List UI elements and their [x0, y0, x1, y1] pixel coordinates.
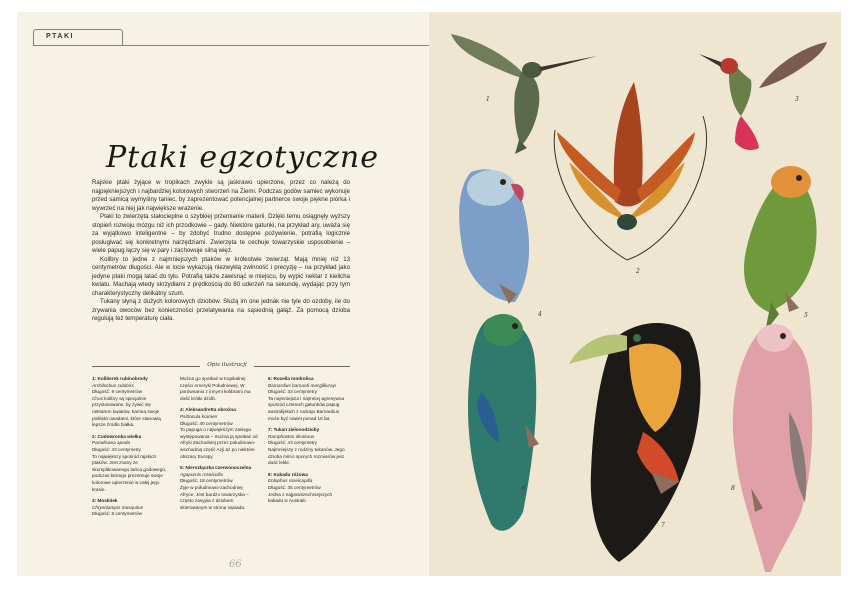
plate-number: 1	[486, 96, 490, 103]
entry-name: 8: Kakadu różowa	[268, 471, 308, 477]
caption-title: Opis ilustracji	[207, 362, 247, 368]
entry-latin: Eolophus roseicapilla	[268, 478, 313, 484]
entry-line: Długość: 35 centymetrów	[268, 484, 321, 490]
entry-line: Długość: 8 centymetrów	[92, 511, 143, 517]
entry-line: Można go spotkać w tropikalnej części Ameryki Południowej. W porównaniu z innymi kolibrami ma dość krótki dziób.	[180, 376, 251, 401]
caption-entry	[180, 407, 258, 460]
intro-paragraph: Kolibry to jedne z najmniejszych ptaków w królestwie zwierząt. Mają mniej niż 13 centymetrów długości. Ale w locie wykazują niezwykłą zwinność i precyzję – na przykład jako jedyne ptaki mogą latać do tyłu. Potrafią także zawisnąć w miejscu, by wypić nektar z kielicha kwiatu. Machają wtedy skrzydłami z prędkością do 80 uderzeń na sekundę, wydając przy tym charakterystyczny delikatny szum.	[92, 255, 350, 297]
parakeet-illustration	[459, 169, 529, 304]
caption-header	[92, 362, 350, 370]
entry-latin: Barnardius barnardi macgillivrayi	[268, 382, 336, 388]
caption-entry	[92, 498, 170, 518]
caption-column-2	[180, 376, 258, 516]
entry-line: Choć kolibry są specjalnie przystosowane, by żywić się nektarem kwiatów, karmią swoje pisklęta owadami, które stanowią lepsze źródło białka.	[92, 395, 161, 428]
header-rule	[33, 45, 429, 46]
page-title: Ptaki egzotyczne	[106, 140, 379, 175]
intro-paragraph: Ptaki to zwierzęta stałocieplne o szybkiej przemianie materii. Dzięki temu osiągnęły wyższy stopień rozwoju mózgu niż ich przodkowie – gady. Niektóre gatunki, na przykład ary, uważa się za wyjątkowo inteligentne – by zdobyć trudno dostępne pożywienie, potrafią logicznie posługiwać się konkretnymi narzędziami. Zwierzęta te cechuje towarzyskie usposobienie – wiele papug łączy się w pary i zachowuje silną więź.	[92, 213, 350, 254]
caption-entry	[180, 465, 258, 511]
rosella-illustration	[468, 314, 539, 531]
intro-paragraph: Rajskie ptaki żyjące w tropikach zwykle są jaskrawo upierzone, przez co należą do najpiękniejszych i najbardziej kolorowych stworzeń na Ziemi. Podczas godów samiec wykonuje przed samicą wymyślny taniec, by zaprezentować potencjalnej partnerce swoje piękne piórka i wywrzeć na niej jak największe wrażenie.	[92, 179, 350, 212]
cockatoo-illustration	[733, 324, 812, 572]
plate-number: 6	[522, 485, 526, 492]
entry-line: Długość: 43 centymetry	[268, 440, 317, 446]
entry-line: Długość: 18 centymetrów	[180, 478, 233, 484]
section-tab	[33, 29, 123, 46]
entry-latin: Archilochus colubris	[92, 382, 134, 388]
plate-number: 4	[538, 311, 542, 318]
caption-rule-right	[254, 366, 350, 367]
page-number: 66	[229, 559, 242, 570]
right-page-illustration	[429, 12, 841, 576]
plate-number: 2	[636, 268, 640, 275]
entry-name: 4: Aleksandretta obrożna	[180, 407, 236, 413]
left-page	[17, 12, 429, 576]
entry-line: Jedna z najpowszechniejszych kakadu w Australii.	[268, 491, 333, 504]
entry-line: Długość: 43 centymetry	[92, 446, 141, 452]
caption-rule-left	[92, 366, 200, 367]
entry-line: Najmniejszy z rodziny tukanów. Jego dzioba mimo sporych rozmiarów jest dość lekki.	[268, 446, 345, 466]
entry-line: Długość: 33 centymetry	[268, 389, 317, 395]
entry-line: Żyje w południowo-zachodniej Afryce. Jest bardzo towarzyska – często zasypia z dziobem skierowanym w stronę sąsiada.	[180, 484, 249, 510]
intro-text	[92, 179, 350, 324]
lovebird-illustration	[744, 166, 817, 332]
caption-column-3	[268, 376, 346, 510]
caption-entry	[268, 427, 346, 467]
entry-latin: Psittacula krameri	[180, 413, 218, 419]
entry-line: Długość: 40 centymetrów	[180, 420, 233, 426]
caption-column-1	[92, 376, 170, 523]
entry-line: To papuga o największym zasięgu występowania – można ją spotkać od Afryki Zachodniej przez południowo-wschodnią część Azji aż po niektóre obszary Europy.	[180, 427, 258, 459]
entry-name: 6: Rozella modrolica	[268, 376, 314, 381]
plate-number: 7	[661, 522, 665, 529]
plate-number: 8	[731, 485, 735, 492]
entry-name: 7: Tukan zielonodzioby	[268, 427, 320, 433]
entry-name: 5: Nierozłączka czerwonoczelna	[180, 465, 252, 471]
entry-name: 2: Cudowronka wielka	[92, 433, 142, 439]
plate-number: 3	[795, 96, 799, 103]
entry-latin: Agapornis roseicollis	[180, 471, 223, 477]
caption-entry	[268, 472, 346, 505]
entry-line: Ta najmniejsza i najmniej agresywna spośród czterech gatunków papug australijskich z rodzaju Barnardius może być nawet ponad 15 lat.	[268, 395, 345, 421]
caption-entry	[92, 434, 170, 493]
entry-name: 1: Koliberek rubinobrody	[92, 376, 148, 381]
bird-of-paradise-illustration	[554, 82, 706, 260]
caption-entry	[92, 376, 170, 429]
hummingbird-illustration	[699, 42, 827, 150]
caption-entry	[180, 376, 258, 402]
entry-name: 3: Moskitek	[92, 498, 118, 504]
entry-line: Długość: 9 centymetrów	[92, 389, 143, 395]
entry-latin: Ramphastos dicolorus	[268, 433, 315, 439]
toucan-illustration	[569, 323, 701, 562]
hummingbird-illustration	[451, 34, 597, 154]
entry-latin: Chrysolampis mosquitus	[92, 504, 144, 510]
section-tab-label: PTAKI	[46, 33, 74, 40]
bird-plate	[429, 12, 841, 576]
caption-entry	[268, 376, 346, 422]
entry-latin: Paradisaea apoda	[92, 440, 131, 446]
plate-number: 5	[804, 312, 808, 319]
entry-line: To największy spośród rajskich ptaków. Jest znany ze skomplikowanego tańca godowego, podczas którego prezentuje swoje kolorowe upierzenie w całej jego krasie.	[92, 453, 167, 492]
intro-paragraph: Tukany słyną z dużych kolorowych dziobów. Służą im one jednak nie tyle do ozdoby, ile do zrywania owoców bez konieczności przelatywania na sąsiednią gałąź. Za pomocą dzioba regulują też temperaturę ciała.	[92, 298, 350, 322]
